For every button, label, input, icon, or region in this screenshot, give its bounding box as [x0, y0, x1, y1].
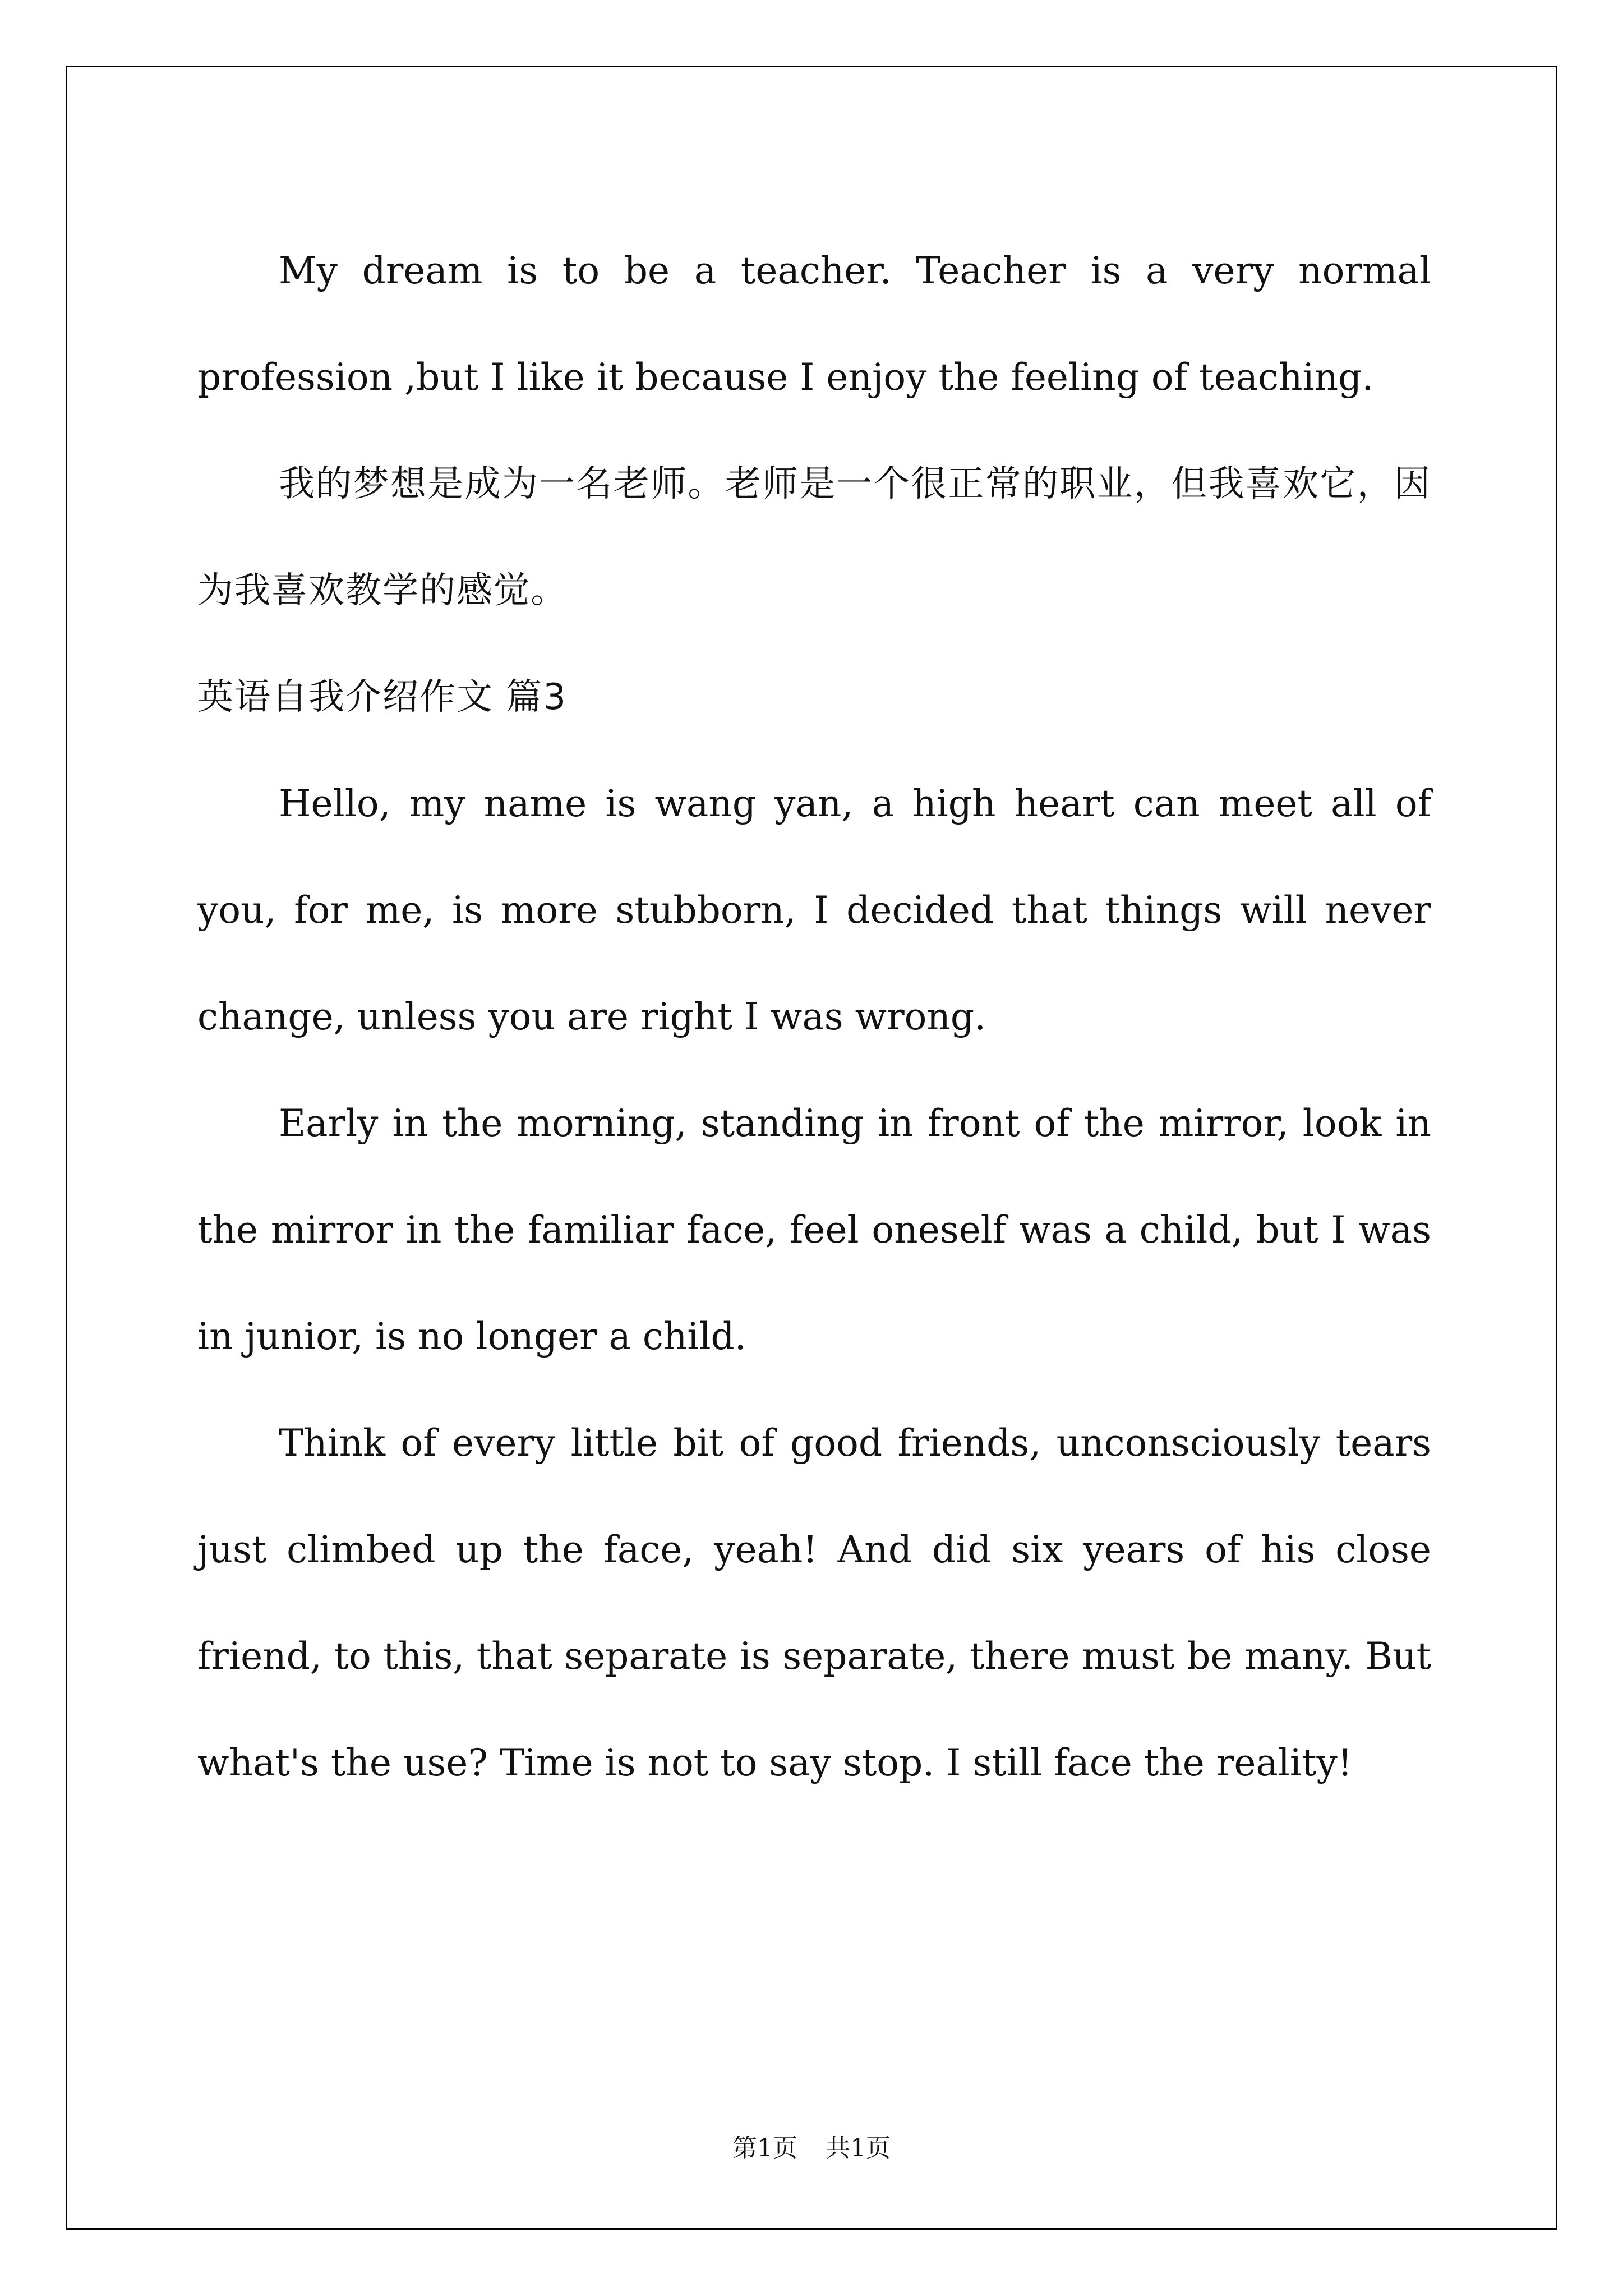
page-number-total: 共1页	[826, 2134, 891, 2162]
page-footer	[0, 2132, 1623, 2165]
page-number-current: 第1页	[732, 2134, 797, 2162]
paragraph-mirror: Early in the morning, standing in front of the mirror, look in the mirror in the familiar face, feel oneself was a child, but I was in junior, is no longer a child.	[197, 1102, 1431, 1358]
paragraph-dream-english: My dream is to be a teacher. Teacher is a very normal profession ,but I like it because I enjoy the feeling of teaching.	[197, 249, 1431, 399]
paragraph-friends: Think of every little bit of good friends, unconsciously tears just climbed up the face, yeah! And did six years of his close friend, to this, that separate is separate, there must be many. But what's the use? Time is not to say stop. I still face the reality!	[197, 1421, 1431, 1784]
document-body	[197, 218, 1431, 1816]
paragraph-introduction: Hello, my name is wang yan, a high heart can meet all of you, for me, is more stubborn, I decided that things will never change, unless you are right I was wrong.	[197, 782, 1431, 1038]
paragraph-dream-chinese: 我的梦想是成为一名老师。老师是一个很正常的职业，但我喜欢它，因为我喜欢教学的感觉。	[197, 463, 1431, 611]
section-heading: 英语自我介绍作文 篇3	[197, 677, 568, 718]
